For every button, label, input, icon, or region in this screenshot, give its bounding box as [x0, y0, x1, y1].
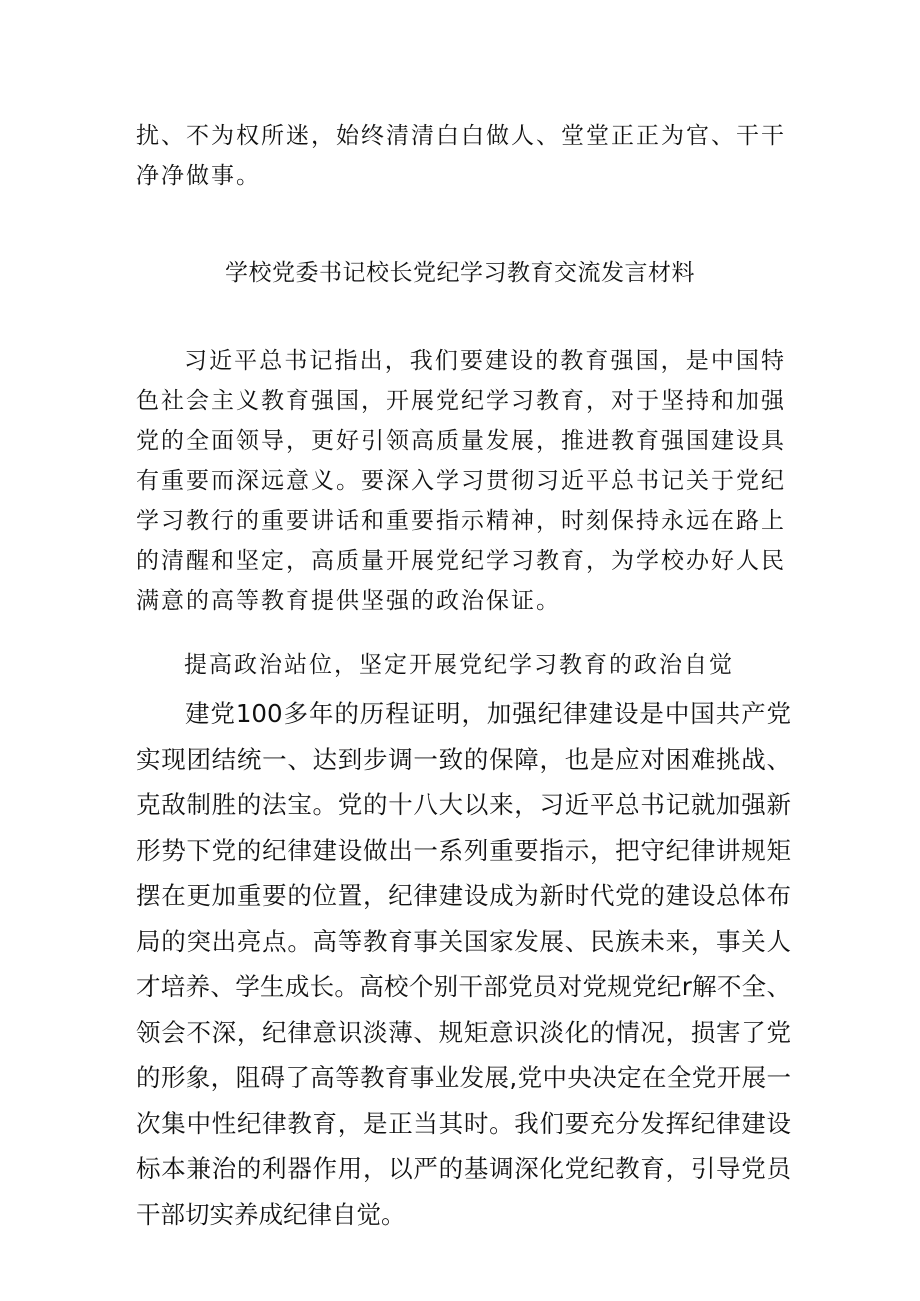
document-title: 学校党委书记校长党纪学习教育交流发言材料: [225, 260, 695, 286]
section-heading: 提高政治站位，坚定开展党纪学习教育的政治自觉: [184, 652, 734, 678]
body-paragraph: 建党100多年的历程证明，加强纪律建设是中国共产党实现团结统一、达到步调一致的保障，也是应对困难挑战、克敌制胜的法宝。党的十八大以来，习近平总书记就加强新形势下党的纪律建设做出一系列重要指示，把守纪律讲规矩摆在更加重要的位置，纪律建设成为新时代党的建设总体布局的突出亮点。高等教育事关国家发展、民族未来，事关人才培养、学生成长。高校个别干部党员对党规党纪r解不全、领会不深，纪律意识淡薄、规矩意识淡化的情况，损害了党的形象，阻碍了高等教育事业发展,党中央决定在全党开展一次集中性纪律教育，是正当其时。我们要充分发挥纪律建设标本兼治的利器作用，以严的基调深化党纪教育，引导党员干部切实养成纪律自觉。: [136, 699, 791, 1229]
carryover-paragraph: 扰、不为权所迷，始终清清白白做人、堂堂正正为官、干干净净做事。: [136, 123, 786, 189]
intro-paragraph: 习近平总书记指出，我们要建设的教育强国，是中国特色社会主义教育强国，开展党纪学习教育，对于坚持和加强党的全面领导，更好引领高质量发展，推进教育强国建设具有重要而深远意义。要深入学习贯彻习近平总书记关于党纪学习教行的重要讲话和重要指示精神，时刻保持永远在路上的清醒和坚定，高质量开展党纪学习教育，为学校办好人民满意的高等教育提供坚强的政治保证。: [136, 348, 786, 614]
